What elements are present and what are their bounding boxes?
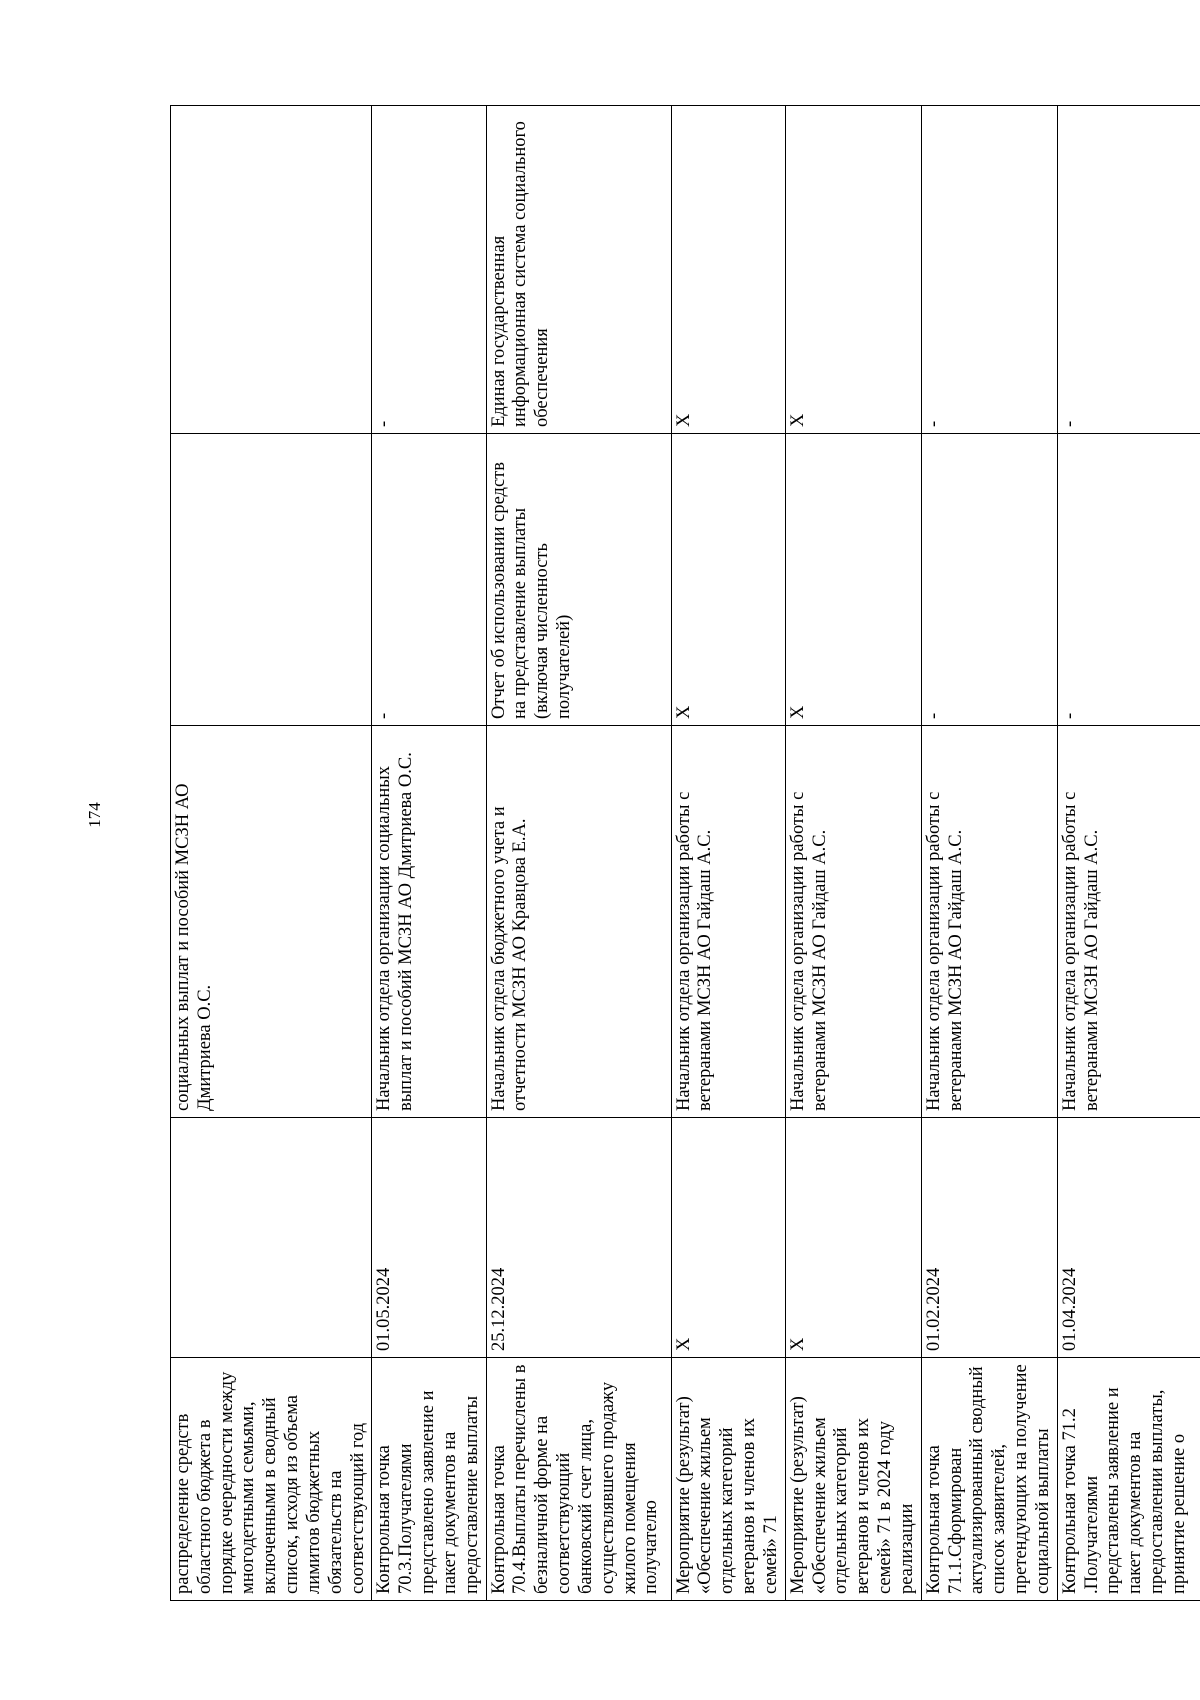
responsible-cell: Начальник отдела организации работы с ветеранами МСЗН АО Гайдаш А.С. xyxy=(1057,726,1200,1118)
implementation-plan-table xyxy=(170,105,1200,1601)
system-cell: Единая государственная информационная система социального обеспечения xyxy=(486,106,671,434)
system-cell: Х xyxy=(671,106,785,434)
document-cell: Х xyxy=(671,434,785,726)
responsible-cell: Начальник отдела организации работы с ветеранами МСЗН АО Гайдаш А.С. xyxy=(671,726,785,1118)
task-cell: Мероприятие (результат) «Обеспечение жильем отдельных категорий ветеранов и членов их семей» 71 xyxy=(671,1358,785,1601)
table-row xyxy=(671,106,785,1601)
responsible-cell: социальных выплат и пособий МСЗН АО Дмитриева О.С. xyxy=(171,726,372,1118)
responsible-cell: Начальник отдела бюджетного учета и отчетности МСЗН АО Кравцова Е.А. xyxy=(486,726,671,1118)
document-cell: - xyxy=(921,434,1057,726)
page-number: 174 xyxy=(85,802,104,828)
system-cell: - xyxy=(921,106,1057,434)
system-cell xyxy=(171,106,372,434)
date-cell: 01.05.2024 xyxy=(372,1118,486,1358)
task-cell: Контрольная точка 70.3.Получателями представлено заявление и пакет документов на предоставление выплаты xyxy=(372,1358,486,1601)
system-cell: - xyxy=(1057,106,1200,434)
responsible-cell: Начальник отдела организации работы с ветеранами МСЗН АО Гайдаш А.С. xyxy=(785,726,921,1118)
date-cell: 01.02.2024 xyxy=(921,1118,1057,1358)
table-row xyxy=(486,106,671,1601)
responsible-cell: Начальник отдела организации работы с ветеранами МСЗН АО Гайдаш А.С. xyxy=(921,726,1057,1118)
table-row xyxy=(785,106,921,1601)
table-row xyxy=(921,106,1057,1601)
task-cell: Мероприятие (результат) «Обеспечение жильем отдельных категорий ветеранов и членов их семей» 71 в 2024 году реализации xyxy=(785,1358,921,1601)
system-cell: - xyxy=(372,106,486,434)
task-cell: распределение средств областного бюджета в порядке очередности между многодетными семьями, включенными в сводный список, исходя из объема лимитов бюджетных обязательств на соответствующий год xyxy=(171,1358,372,1601)
table-row xyxy=(1057,106,1200,1601)
document-cell: - xyxy=(1057,434,1200,726)
table-row xyxy=(171,106,372,1601)
table-row xyxy=(372,106,486,1601)
task-cell: Контрольная точка 71.2 .Получателями представлены заявление и пакет документов на предоставлении выплаты, принятие решение о xyxy=(1057,1358,1200,1601)
date-cell: Х xyxy=(671,1118,785,1358)
system-cell: Х xyxy=(785,106,921,434)
task-cell: Контрольная точка 70.4.Выплаты перечислены в безналичной форме на соответствующий банковский счет лица, осуществлявшего продажу жилого помещения получателю xyxy=(486,1358,671,1601)
date-cell: 01.04.2024 xyxy=(1057,1118,1200,1358)
task-cell: Контрольная точка 71.1.Сформирован актуализированный сводный список заявителей, претендующих на получение социальной выплаты xyxy=(921,1358,1057,1601)
document-cell xyxy=(171,434,372,726)
date-cell: Х xyxy=(785,1118,921,1358)
rotated-table-wrapper xyxy=(170,106,1189,1601)
document-cell: - xyxy=(372,434,486,726)
responsible-cell: Начальник отдела организации социальных выплат и пособий МСЗН АО Дмитриева О.С. xyxy=(372,726,486,1118)
document-cell: Отчет об использовании средств на представление выплаты (включая численность получателей) xyxy=(486,434,671,726)
date-cell xyxy=(171,1118,372,1358)
document-cell: Х xyxy=(785,434,921,726)
date-cell: 25.12.2024 xyxy=(486,1118,671,1358)
